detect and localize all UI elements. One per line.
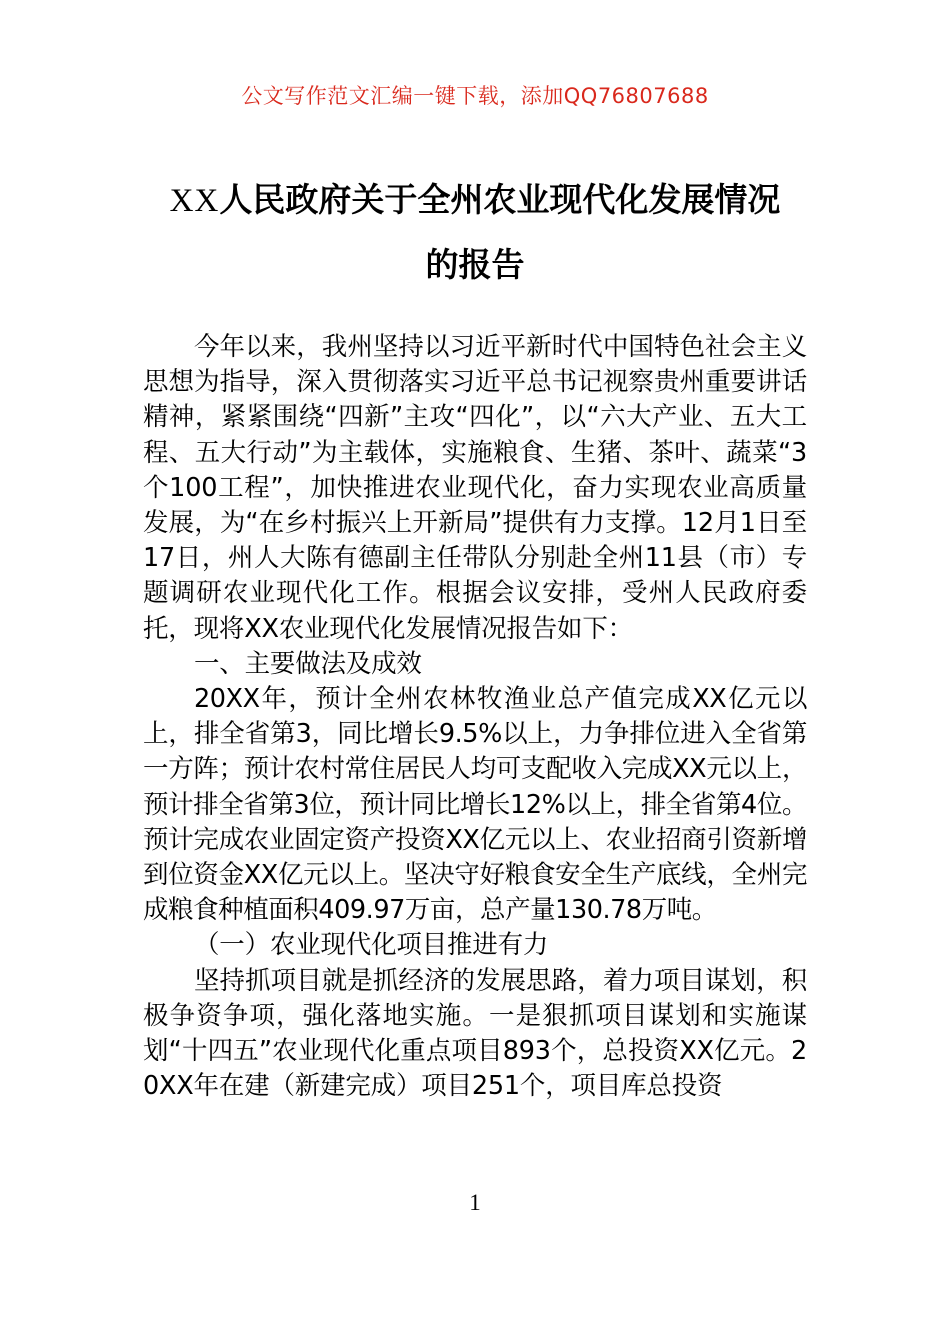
paragraph-intro: 今年以来，我州坚持以习近平新时代中国特色社会主义思想为指导，深入贯彻落实习近平总书记视察贵州重要讲话精神，紧紧围绕“四新”主攻“四化”，以“六大产业、五大工程、五大行动”为主载体，实施粮食、生猪、茶叶、蔬菜“3个100工程”，加快推进农业现代化，奋力实现农业高质量发展，为“在乡村振兴上开新局”提供有力支撑。12月1日至17日，州人大陈有德副主任带队分别赴全州11县（市）专题调研农业现代化工作。根据会议安排，受州人民政府委托，现将XX农业现代化发展情况报告如下：: [143, 332, 807, 644]
page-title-latin-prefix: XX: [169, 183, 220, 219]
paragraph-projects: 坚持抓项目就是抓经济的发展思路，着力项目谋划，积极争资争项，强化落地实施。一是狠抓项目谋划和实施谋划“十四五”农业现代化重点项目893个，总投资XX亿元。20XX年在建（新建完成）项目251个，项目库总投资: [143, 965, 807, 1102]
promo-header-text: 公文写作范文汇编一键下载，添加QQ76807688: [241, 84, 709, 108]
page-title-line2: 的报告: [425, 245, 525, 284]
page-number: 1: [469, 1190, 481, 1215]
page-title-cjk-line1: 人民政府关于全州农业现代化发展情况: [219, 180, 781, 219]
page-title: [143, 168, 807, 296]
section-heading-one-a: （一）农业现代化项目推进有力: [194, 930, 549, 961]
document-body: [143, 330, 807, 1104]
paragraph-achievements: 20XX年，预计全州农林牧渔业总产值完成XX亿元以上，排全省第3，同比增长9.5%以上，力争排位进入全省第一方阵；预计农村常住居民人均可支配收入完成XX元以上，预计排全省第3位，预计同比增长12%以上，排全省第4位。预计完成农业固定资产投资XX亿元以上、农业招商引资新增到位资金XX亿元以上。坚决守好粮食安全生产底线，全州完成粮食种植面积409.97万亩，总产量130.78万吨。: [143, 684, 807, 926]
section-heading-one: 一、主要做法及成效: [194, 648, 422, 679]
